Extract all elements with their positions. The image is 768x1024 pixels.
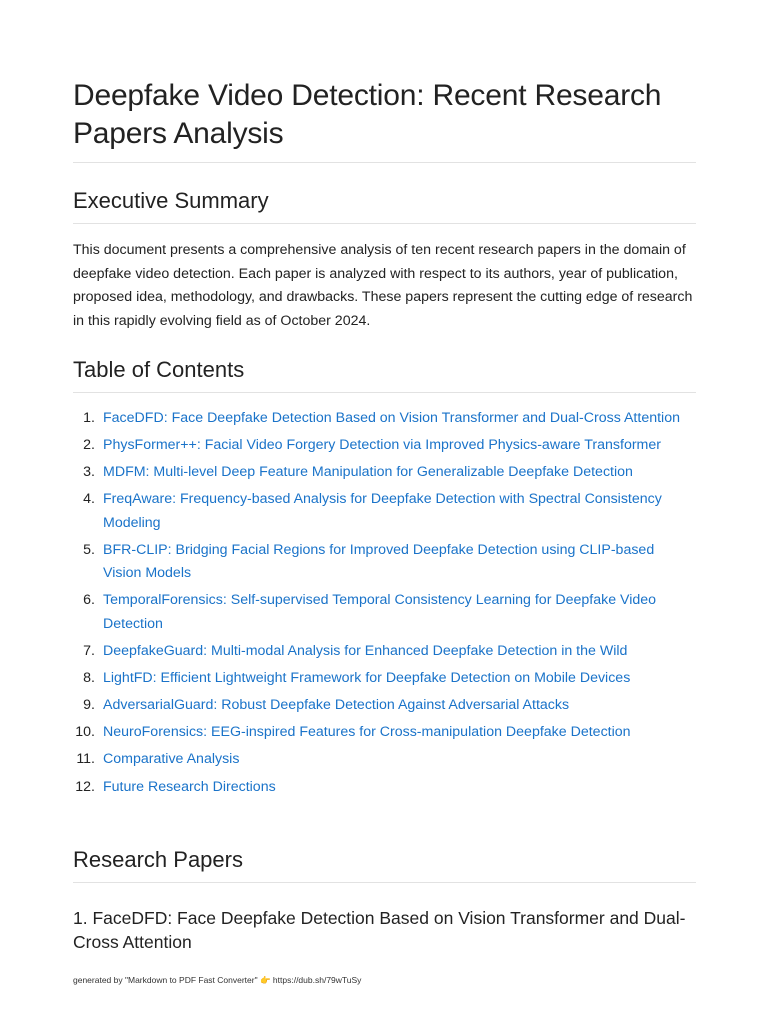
- toc-divider: [73, 392, 696, 393]
- toc-item: [73, 640, 696, 664]
- research-papers-divider: [73, 882, 696, 883]
- toc-item-number: 6.: [83, 592, 95, 609]
- toc-item: [73, 694, 696, 718]
- document-title: Deepfake Video Detection: Recent Research Papers Analysis: [73, 79, 662, 150]
- title-divider: [73, 162, 696, 163]
- toc-item: [73, 776, 696, 800]
- toc-link[interactable]: FaceDFD: Face Deepfake Detection Based on Vision Transformer and Dual-Cross Attention: [103, 410, 680, 426]
- toc-link[interactable]: LightFD: Efficient Lightweight Framework for Deepfake Detection on Mobile Devices: [103, 670, 631, 687]
- executive-summary-divider: [73, 223, 696, 224]
- toc-item-number: 4.: [83, 491, 95, 508]
- toc-item-number: 2.: [83, 437, 95, 454]
- toc-item: [73, 539, 696, 586]
- toc-item-number: 11.: [76, 751, 95, 768]
- table-of-contents: [73, 407, 696, 803]
- toc-item: [73, 488, 696, 535]
- toc-item-number: 3.: [83, 464, 95, 481]
- toc-link[interactable]: BFR-CLIP: Bridging Facial Regions for Improved Deepfake Detection using CLIP-based Vision Models: [103, 541, 655, 582]
- toc-link[interactable]: FreqAware: Frequency-based Analysis for Deepfake Detection with Spectral Consistency Modeling: [103, 491, 662, 531]
- paper-1-heading: 1. FaceDFD: Face Deepfake Detection Based on Vision Transformer and Dual-Cross Attention: [73, 908, 686, 952]
- toc-item: [73, 589, 696, 636]
- toc-item-number: 12.: [75, 778, 95, 795]
- toc-link[interactable]: MDFM: Multi-level Deep Feature Manipulation for Generalizable Deepfake Detection: [103, 464, 633, 481]
- toc-link[interactable]: DeepfakeGuard: Multi-modal Analysis for Enhanced Deepfake Detection in the Wild: [103, 643, 628, 660]
- toc-item: [73, 721, 696, 745]
- footer-credit: generated by "Markdown to PDF Fast Converter" 👉 https://dub.sh/79wTuSy: [73, 975, 362, 985]
- toc-item: [73, 434, 696, 458]
- toc-link[interactable]: TemporalForensics: Self-supervised Temporal Consistency Learning for Deepfake Video Detection: [103, 592, 657, 632]
- toc-item: [73, 667, 696, 691]
- executive-summary-heading: Executive Summary: [73, 188, 269, 213]
- toc-item: [73, 461, 696, 485]
- toc-link[interactable]: AdversarialGuard: Robust Deepfake Detection Against Adversarial Attacks: [103, 697, 570, 714]
- toc-link[interactable]: Future Research Directions: [103, 778, 276, 795]
- toc-item-number: 8.: [83, 670, 95, 687]
- toc-item: [73, 407, 696, 431]
- research-papers-heading: Research Papers: [73, 847, 243, 872]
- toc-item-number: 7.: [83, 643, 95, 660]
- toc-item: [73, 748, 696, 772]
- executive-summary-text: This document presents a comprehensive analysis of ten recent research papers in the domain of deepfake video detection. Each paper is analyzed with respect to its authors, year of publication, proposed idea, methodology, and drawbacks. These papers represent the cutting edge of research in this rapidly evolving field as of October 2024.: [73, 242, 693, 329]
- toc-link[interactable]: NeuroForensics: EEG-inspired Features for Cross-manipulation Deepfake Detection: [103, 724, 631, 741]
- toc-item-number: 1.: [83, 410, 95, 426]
- toc-item-number: 5.: [83, 541, 95, 558]
- toc-heading: Table of Contents: [73, 357, 245, 382]
- toc-link[interactable]: Comparative Analysis: [103, 751, 240, 768]
- toc-item-number: 9.: [83, 697, 95, 714]
- toc-link[interactable]: PhysFormer++: Facial Video Forgery Detection via Improved Physics-aware Transformer: [103, 437, 661, 454]
- toc-item-number: 10.: [75, 724, 95, 741]
